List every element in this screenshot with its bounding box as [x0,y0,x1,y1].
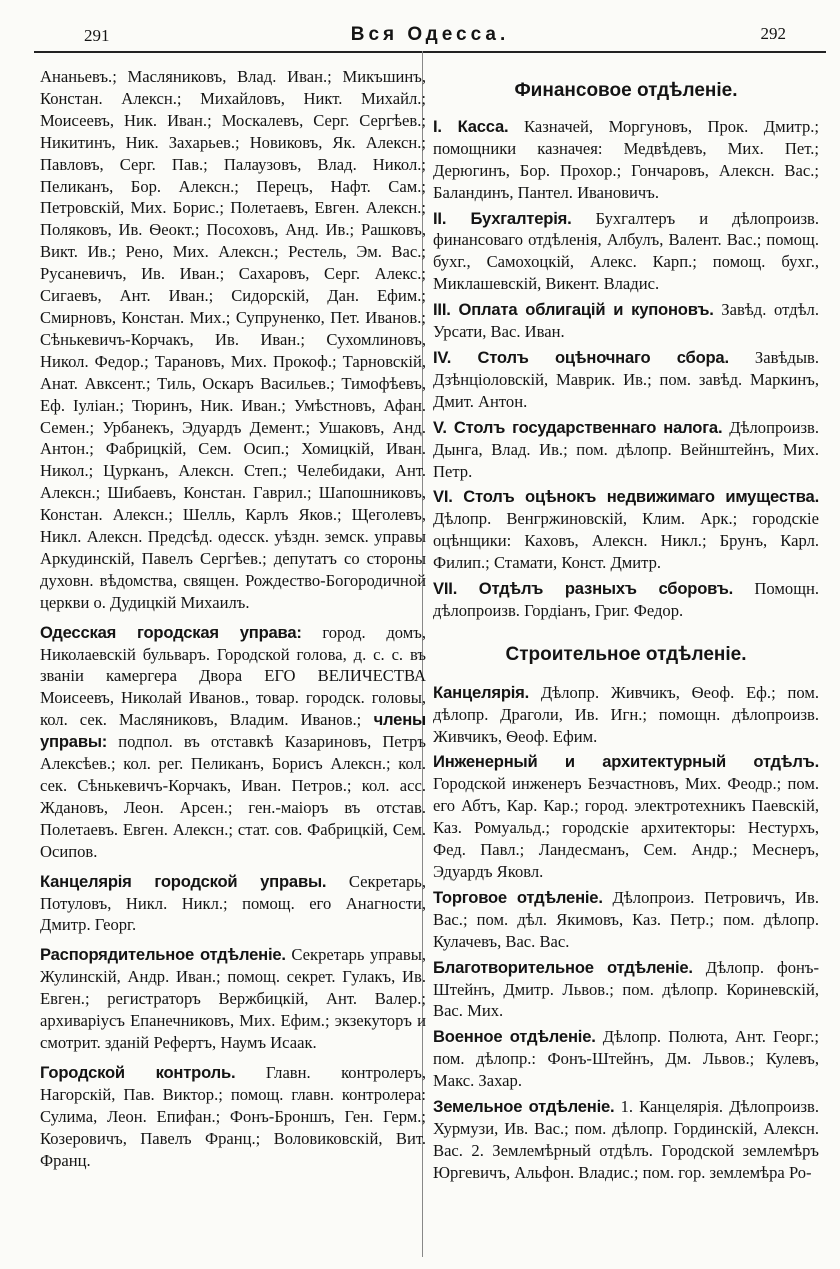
section-title-finance: Финансовое отдѣленіе. [514,80,738,101]
page-number-left: 291 [84,26,110,45]
entry-heading: Городской контроль. [40,1062,236,1082]
entry-heading: III. Оплата облигацій и купоновъ. [433,300,714,320]
running-title: Вся Одесса. [350,24,510,45]
entry-text: Завѣд. отдѣл. Урсати, Вас. Иван. [433,300,819,342]
entry-text: Дѣлопр. Полюта, Ант. Георг.; пом. дѣлопр.: Фонъ-Штейнъ, Дм. Львов.; Кулевъ, Макс. Захар. [433,1027,819,1091]
section-title-construction: Строительное отдѣленіе. [505,643,747,665]
entry-text: Секретарь, Потуловъ, Никл. Никл.; помощ. его Анагности, Дмитр. Георг. [40,871,427,935]
page-number-right: 292 [760,24,786,43]
military-dept-entry [433,1026,819,1092]
entry-heading: V. Столъ государственнаго налога. [433,417,723,437]
entry-heading: Распорядительное отдѣленіе. [40,945,286,965]
city-council-entry [40,622,426,863]
entry-text: Бухгалтеръ и дѣлопроизв. финансоваго отдѣленія, Албулъ, Валент. Вас.; помощ. бухг., Самохоцкій, Алекс. Карп.; помощ. бухг., Миклашевскій, Викент. Владис. [433,208,819,294]
charity-dept-entry [433,957,819,1023]
entry-heading: I. Касса. [433,116,509,136]
city-control-entry [40,1062,426,1172]
entry-text: Секретарь управы, Жулинскій, Андр. Иван.; помощ. секрет. Гулакъ, Ив. Евген.; регистраторъ Вержбицкій, Ант. Валер.; архиваріусъ Епанечниковъ, Мих. Ефим.; экзекуторъ и смотрит. зданій Рефертъ, Наумъ Исаак. [40,945,427,1052]
entry-heading: Земельное отдѣленіе. [433,1097,615,1117]
left-column [40,66,426,1179]
entry-text: Главн. контролеръ, Нагорскій, Пав. Виктор.; помощ. главн. контролера: Сулима, Леон. Епифан.; Фонъ-Броншъ, Ген. Герм.; Козеровичъ, Павелъ Франц.; Воловиковскій, Вит. Франц. [40,1062,426,1170]
various-fees-entry [433,578,819,622]
bond-payment-entry [433,299,819,343]
entry-heading: Благотворительное отдѣленіе. [433,957,693,977]
valuation-fee-entry [433,347,819,413]
entry-heading: Канцелярія. [433,682,530,702]
entry-text: Дѣлопр. Живчикъ, Ѳеоф. Еф.; пом. дѣлопр. Драголи, Ив. Игн.; помощн. дѣлопроизв. Живчикъ, Ѳеоф. Ефим. [433,682,819,746]
entry-heading: VI. Столъ оцѣнокъ недвижимаго имущества. [433,487,819,507]
entry-heading: Инженерный и архитектурный отдѣлъ. [433,752,819,772]
entry-heading: II. Бухгалтерія. [433,208,572,228]
page-header [34,26,826,48]
accounting-entry [433,208,819,296]
entry-text: Дѣлопроиз. Петровичъ, Ив. Вас.; пом. дѣл. Якимовъ, Каз. Петр.; пом. дѣлопр. Кулачевъ, Вас. Вас. [433,887,819,951]
property-valuation-entry [433,486,819,574]
cash-office-entry [433,116,819,204]
land-dept-entry [433,1096,819,1184]
engineering-entry [433,751,819,882]
entry-text: город. домъ, Николаевскій бульваръ. Городской голова, д. с. с. въ званіи камергера Двора ЕГО ВЕЛИЧЕСТВА Моисеевъ, Николай Иванов., товар. городск. головы, кол. сек. Масляниковъ, Владим. Иванов.; [40,622,426,730]
entry-heading: Военное отдѣленіе. [433,1027,596,1047]
header-rule [34,51,826,53]
entry-text: Помощн. дѣлопроизв. Гордіанъ, Григ. Федор. [433,579,819,620]
entry-text: Завѣдыв. Дзѣнціоловскій, Маврик. Ив.; пом. завѣд. Маркинъ, Дмит. Антон. [433,347,820,411]
chancellery-entry [433,682,819,748]
entry-text: Дѣлопроизв. Дынга, Влад. Ив.; пом. дѣлопр. Вейнштейнъ, Мих. Петр. [433,417,819,481]
council-chancellery-entry [40,871,426,937]
administrative-dept-entry [40,944,426,1054]
entry-heading: Торговое отдѣленіе. [433,887,603,907]
entry-text: Дѣлопр. Венгржиновскій, Клим. Арк.; городскіе оцѣнщики: Каховъ, Алексн. Никл.; Брунъ, Карл. Филип.; Стамати, Конст. Дмитр. [433,509,819,573]
entry-text: подпол. въ отставкѣ Казариновъ, Петръ Алексѣев.; кол. рег. Пеликанъ, Борисъ Алексн.; кол. сек. Сѣнькевичъ-Корчакъ, Иван. Петров.; кол. асс. Ждановъ, Леон. Арсен.; ген.-маіоръ въ отстав. Полетаевъ. Евген. Алексн.; стат. сов. Фабрицкій, Сем. Осипов. [40,732,426,861]
state-tax-entry [433,417,819,483]
entry-text: Городской инженеръ Безчастновъ, Мих. Феодр.; пом. его Абтъ, Кар. Кар.; город. электротехникъ Паевскій, Каз. Ромуальд.; городскіе архитекторы: Нестурхъ, Фед. Павл.; Ландесманъ, Сем. Андр.; Меснеръ, Эдуардъ Яковл. [433,774,819,881]
entry-text: Казначей, Моргуновъ, Прок. Дмитр.; помощники казначея: Медвѣдевъ, Мих. Пет.; Дерюгинъ, Бор. Прохор.; Гончаровъ, Алексн. Вас.; Баландинъ, Пантел. Ивановичъ. [433,116,820,202]
members-list-paragraph: Ананьевъ.; Масляниковъ, Влад. Иван.; Микъшинъ, Констан. Алексн.; Михайловъ, Никт. Михайл.; Моисеевъ, Ник. Иван.; Москалевъ, Серг. Сергѣев.; Никитинъ, Ник. Захарьев.; Новиковъ, Як. Алексн.; Павловъ, Серг. Пав.; Палаузовъ, Влад. Никол.; Пеликанъ, Бор. Алексн.; Перецъ, Нафт. Сам.; Петровскій, Мих. Борис.; Полетаевъ, Евген. Алексн.; Поляковъ, Ив. Ѳеокт.; Посоховъ, Анд. Ив.; Рашковъ, Викт. Ив.; Рено, Мих. Алексн.; Рестель, Эм. Вас.; Русаневичъ, Ив. Иван.; Сахаровъ, Серг. Алекс.; Сигаевъ, Ант. Иван.; Сидорскій, Дан. Ефим.; Смирновъ, Констан. Мих.; Супруненко, Пет. Иванов.; Сѣнькевичъ-Корчакъ, Ив. Иван.; Сухомлиновъ, Никол. Федор.; Тарановъ, Мих. Прокоф.; Тарновскій, Анат. Авксент.; Тиль, Оскаръ Васильев.; Тимофѣевъ, Еф. Іуліан.; Тюринъ, Ник. Иван.; Умѣстновъ, Афан. Семен.; Урбанекъ, Эдуардъ Демент.; Ушаковъ, Анд. Антон.; Фабрицкій, Сем. Осип.; Хомицкій, Иван. Никол.; Цурканъ, Алексн. Степ.; Челебидаки, Ант. Алексн.; Шибаевъ, Констан. Гаврил.; Шапошниковъ, Констан. Алексн.; Шелль, Карлъ Яков.; Щеголевъ, Никл. Алексн. Предсѣд. одесск. уѣздн. земск. управы Аркудинскій, Павелъ Сергѣев.; депутатъ со стороны духовн. вѣдомства, священ. Рождество-Богородичной церкви о. Дудицкій Михаилъ. [40,67,426,612]
trade-dept-entry [433,887,819,953]
entry-heading: Канцелярія городской управы. [40,871,327,891]
entry-heading: VII. Отдѣлъ разныхъ сборовъ. [433,579,734,599]
entry-heading: IV. Столъ оцѣночнаго сбора. [433,347,729,367]
right-column [433,66,819,1188]
entry-heading: Одесская городская управа: [40,622,302,642]
entry-subheading: члены управы: [40,710,426,752]
entry-text: 1. Канцелярія. Дѣлопроизв. Хурмузи, Ив. Вас.; пом. дѣлопр. Гординскій, Алексн. Вас. 2. Землемѣрный отдѣлъ. Городской землемѣръ Юргевичъ, Альфон. Владис.; пом. гор. землемѣра Ро- [433,1097,819,1182]
entry-text: Дѣлопр. фонъ-Штейнъ, Дмитр. Львов.; пом. дѣлопр. Кориневскій, Вас. Мих. [433,957,819,1021]
